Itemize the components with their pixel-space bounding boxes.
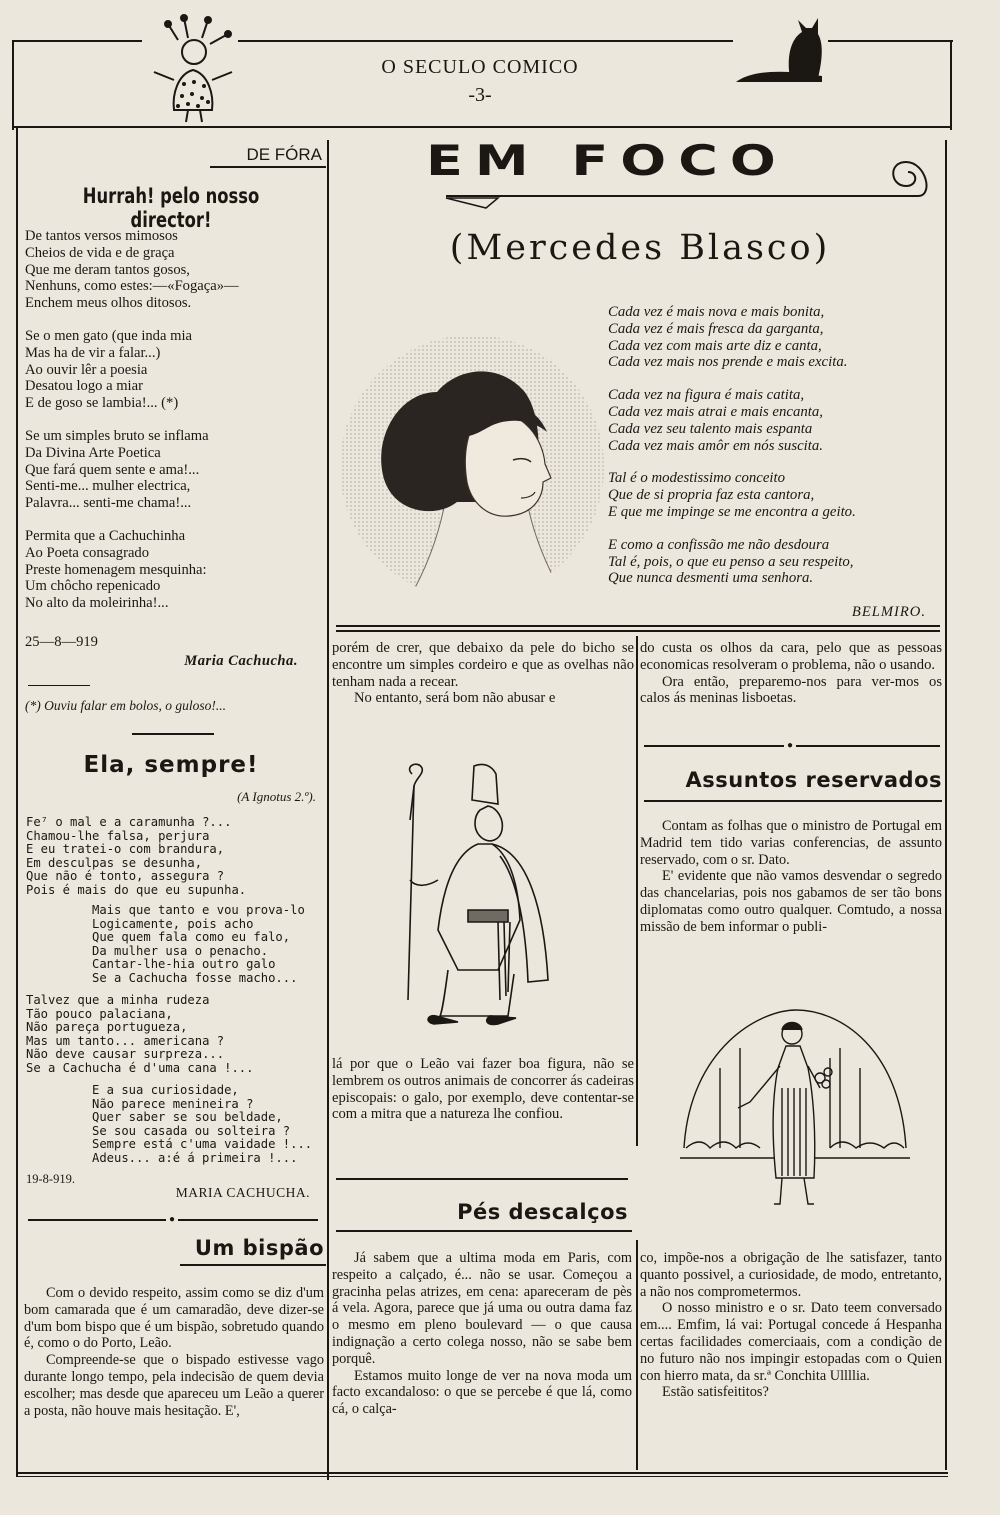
um-bispao-col2-top: [332, 640, 634, 707]
poem-line: Se o men gato (que inda mia: [25, 327, 192, 344]
em-foco-title: EM FOCO: [426, 136, 788, 186]
jester-figure-icon: [148, 14, 238, 126]
poem-line: Cada vez mais atrai e mais encanta,: [608, 403, 823, 420]
header-bottom-rule: [12, 126, 952, 128]
um-bispao-col2-bottom: [332, 1056, 634, 1123]
assuntos-body: [640, 818, 942, 936]
ela-stanza-4: [92, 1084, 312, 1166]
poem-line: Tão pouco palaciana,: [26, 1006, 173, 1021]
column-rule-2-top: [636, 636, 638, 1146]
poem-line: Ao Poeta consagrado: [25, 544, 150, 561]
poem-line: Mas um tanto... americana ?: [26, 1033, 225, 1048]
col3-top: [640, 640, 942, 707]
column-rule-2-bottom: [636, 1240, 638, 1470]
cat-icon: [732, 14, 832, 86]
poem-line: Que fará quem sente e ama!...: [25, 461, 200, 478]
poem-line: Cada vez mais amôr em nós suscita.: [608, 437, 823, 454]
header-rule-center: [238, 40, 733, 42]
poem-line: Cada vez é mais fresca da garganta,: [608, 320, 824, 337]
poem-line: Tal é o modestissimo conceito: [608, 470, 786, 487]
pes-body: [332, 1250, 632, 1418]
um-bispao-title-rule: [180, 1264, 326, 1266]
de-fora-title: Hurrah! pelo nosso director!: [82, 184, 260, 232]
footnote-rule: [28, 685, 90, 686]
paragraph: Já sabem que a ultima moda em Paris, com respeito a calçado, é... não se usar. Começou a gracinha pelas atrizes, em cena: apareceram de pès á vela. Agora, parece que já uma ou outra dama faz o mesmo em pleno boulevard — o que causa indignação a certo colega nosso, não se sabe bem porquê.: [332, 1250, 632, 1367]
de-fora-stanza-2: [25, 328, 325, 412]
poem-line: Enchem meus olhos ditosos.: [25, 295, 192, 312]
paragraph: Estão satisfeititos?: [662, 1384, 769, 1401]
em-foco-signature: BELMIRO.: [851, 604, 926, 620]
poem-line: Quer saber se sou beldade,: [92, 1110, 283, 1125]
poem-line: Mais que tanto e vou prova-lo: [92, 903, 305, 917]
em-foco-stanza-2: [608, 387, 948, 454]
assuntos-title-rule: [644, 800, 942, 802]
ela-sempre-date: 19-8-919.: [26, 1172, 75, 1186]
page-bottom-rule-b: [16, 1476, 948, 1477]
um-bispao-title: Um bispão: [194, 1236, 324, 1260]
page-bottom-rule-a: [16, 1472, 948, 1474]
poem-line: Não pareça portugueza,: [26, 1020, 188, 1035]
de-fora-footnote: (*) Ouviu falar em bolos, o guloso!...: [25, 698, 226, 713]
header-rule-right: [828, 40, 953, 42]
poem-line: Cada vez na figura é mais catita,: [608, 387, 805, 404]
paragraph: O nosso ministro e o sr. Dato teem conversado em.... Emfim, lá vai: Portugal concede á Hespanha certas facilidades comerciaais, com a condição de no futuro não nos impingir estopadas com o Quien con hierro mata, da sr.ª Conchita Ullllia.: [640, 1300, 942, 1384]
poem-line: Logicamente, pois acho: [92, 916, 254, 931]
paragraph: Estamos muito longe de ver na nova moda um facto excandaloso: o que se percebe é que lá, como cá, o calça-: [332, 1367, 632, 1418]
de-fora-kicker: DE FÓRA: [246, 145, 322, 164]
de-fora-stanza-4: [25, 528, 325, 612]
page-number: -3-: [468, 84, 492, 106]
poem-line: Pois é mais do que eu supunha.: [26, 882, 247, 897]
paragraph: porém de crer, que debaixo da pele do bicho se encontre um simples cordeiro e que as ovelhas não tenham nada a recear.: [332, 640, 634, 690]
em-foco-flourish-icon: [436, 140, 936, 210]
poem-line: Que de si propria faz esta cantora,: [608, 487, 815, 504]
poem-line: Cada vez seu talento mais espanta: [608, 420, 813, 437]
um-bispao-col1: [24, 1285, 324, 1419]
paragraph: E' evidente que não vamos desvendar o segredo das chancelarias, pois nos gabamos de ser tão bons diplomatas como outro qualquer. Comtudo, a nossa missão de bem informar o publi-: [640, 868, 942, 935]
em-foco-stanza-1: [608, 304, 948, 371]
poem-line: E que me impinge se me encontra a geito.: [608, 503, 856, 520]
poem-line: Que me deram tantos gosos,: [25, 261, 190, 278]
publication-title: O SECULO COMICO: [381, 56, 579, 78]
poem-line: Cada vez é mais nova e mais bonita,: [608, 304, 825, 320]
ela-sempre-dedication: (A Ignotus 2.º).: [237, 789, 316, 804]
ornament-dot-icon: ●: [784, 740, 796, 752]
poem-line: Um chôcho repenicado: [25, 578, 161, 595]
poem-line: Sempre está c'uma vaidade !...: [92, 1137, 313, 1152]
paragraph: Contam as folhas que o ministro de Portugal em Madrid tem tido varias conferencias, de assunto reservado, com o sr. Dato.: [640, 818, 942, 868]
poem-line: Senti-me... mulher electrica,: [25, 478, 191, 495]
poem-line: Que quem fala como eu falo,: [92, 930, 291, 945]
de-fora-signature: Maria Cachucha.: [184, 653, 298, 669]
poem-line: Cantar-lhe-hia outro galo: [92, 957, 276, 972]
em-foco-subtitle: (Mercedes Blasco): [449, 228, 831, 268]
poem-line: Tal é, pois, o que eu penso a seu respeito,: [608, 553, 854, 570]
header-rule-left-a: [12, 40, 142, 42]
pes-title: Pés descalços: [457, 1200, 628, 1224]
portrait-engraving: [337, 332, 607, 602]
poem-line: Da Divina Arte Poetica: [25, 444, 161, 461]
poem-line: Cada vez com mais arte diz e canta,: [608, 337, 822, 354]
de-fora-poem: [25, 228, 325, 628]
paragraph: do custa os olhos da cara, pelo que as pessoas economicas resolveram o problema, não o usando.: [640, 640, 942, 673]
poem-line: E como a confissão me não desdoura: [608, 536, 830, 553]
paragraph: lá por que o Leão vai fazer boa figura, não se lembrem os outros animais de concorrer ás cadeiras episcopais: o galo, por exemplo, deve contentar-se com a mitra que a natureza lhe confiou.: [332, 1056, 634, 1123]
poem-line: Em desculpas se desunha,: [26, 855, 203, 870]
ela-sempre-signature: MARIA CACHUCHA.: [175, 1185, 310, 1200]
ela-stanza-3: [26, 994, 253, 1076]
poem-line: Permita que a Cachuchinha: [25, 527, 186, 544]
poem-line: Se a Cachucha é d'uma cana !...: [26, 1060, 254, 1075]
poem-line: E de goso se lambia!... (*): [25, 395, 179, 412]
poem-line: Fe⁷ o mal e a caramunha ?...: [26, 815, 232, 829]
em-foco-stanza-3: [608, 470, 948, 520]
separator-rule: [132, 733, 214, 735]
poem-line: No alto da moleirinha!...: [25, 595, 169, 612]
poem-line: Cada vez mais nos prende e mais excita.: [608, 354, 848, 371]
paragraph: co, impõe-nos a obrigação de lhe satisfazer, tanto quanto possivel, a curiosidade, de modo, entretanto, a não nos comprometermos.: [640, 1250, 942, 1300]
poem-line: Talvez que a minha rudeza: [26, 993, 210, 1007]
em-foco-poem: [608, 304, 948, 603]
poem-line: Não deve causar surpreza...: [26, 1047, 225, 1062]
poem-line: Cheios de vida e de graça: [25, 244, 175, 261]
poem-line: Adeus... a:é á primeira !...: [92, 1150, 298, 1165]
poem-line: Mas ha de vir a falar...): [25, 344, 161, 361]
de-fora-stanza-3: [25, 428, 325, 512]
poem-line: Palavra... senti-me chama!...: [25, 495, 192, 512]
woman-illustration: [680, 1008, 910, 1208]
paragraph: No entanto, será bom não abusar e: [354, 690, 556, 707]
poem-line: Preste homenagem mesquinha:: [25, 561, 207, 578]
paragraph: Ora então, preparemo-nos para ver-mos os calos ás meninas lisboetas.: [640, 673, 942, 707]
pes-title-rule: [336, 1230, 632, 1232]
poem-line: Desatou logo a miar: [25, 378, 143, 395]
header-frame-left: [12, 40, 14, 130]
poem-line: Ao ouvir lêr a poesia: [25, 361, 148, 378]
em-foco-bottom-rule-a: [336, 625, 940, 627]
ornament-dot-icon: ●: [166, 1214, 178, 1226]
poem-line: Nenhuns, como estes:—«Fogaça»—: [25, 278, 239, 295]
paragraph: Compreende-se que o bispado estivesse vago durante longo tempo, pela indecisão de quem devia escolher; mas desde que apareceu um Leão a querer a posta, não houve mais hesitação. E',: [24, 1352, 324, 1419]
poem-line: Não parece menineira ?: [92, 1096, 254, 1111]
de-fora-stanza-1: [25, 228, 325, 312]
bishop-illustration: [388, 760, 568, 1030]
ela-stanza-2: [92, 904, 305, 986]
em-foco-stanza-4: [608, 537, 948, 587]
poem-line: Chamou-lhe falsa, perjura: [26, 828, 210, 843]
poem-line: E a sua curiosidade,: [92, 1083, 239, 1097]
ela-stanza-1: [26, 816, 246, 898]
de-fora-date: 25—8—919: [25, 634, 98, 650]
column-rule-1: [327, 140, 329, 1480]
ela-sempre-title: Ela, sempre!: [83, 752, 259, 778]
em-foco-bottom-rule-b: [336, 630, 940, 632]
assuntos-title: Assuntos reservados: [685, 768, 942, 792]
paragraph: Com o devido respeito, assim como se diz d'um bom camarada que é um camaradão, deve dizer-se d'um bom bispo que é um bispão, sobretudo quando é, como o do Porto, Leão.: [24, 1285, 324, 1352]
poem-line: Da mulher usa o penacho.: [92, 943, 269, 958]
assuntos-bottom: [640, 1250, 942, 1401]
header-frame-right: [950, 40, 952, 130]
de-fora-kicker-rule: [210, 166, 326, 168]
separator-rule-mid: [336, 1178, 628, 1180]
poem-line: Se um simples bruto se inflama: [25, 427, 209, 444]
poem-line: Se sou casada ou solteira ?: [92, 1123, 291, 1138]
page-frame-left: [16, 126, 18, 1476]
poem-line: Que não é tonto, assegura ?: [26, 869, 225, 884]
poem-line: E eu tratei-o com brandura,: [26, 842, 225, 857]
poem-line: De tantos versos mimosos: [25, 228, 178, 244]
page-frame-right: [945, 140, 947, 1470]
poem-line: Se a Cachucha fosse macho...: [92, 970, 298, 985]
poem-line: Que nunca desmenti uma senhora.: [608, 570, 814, 587]
